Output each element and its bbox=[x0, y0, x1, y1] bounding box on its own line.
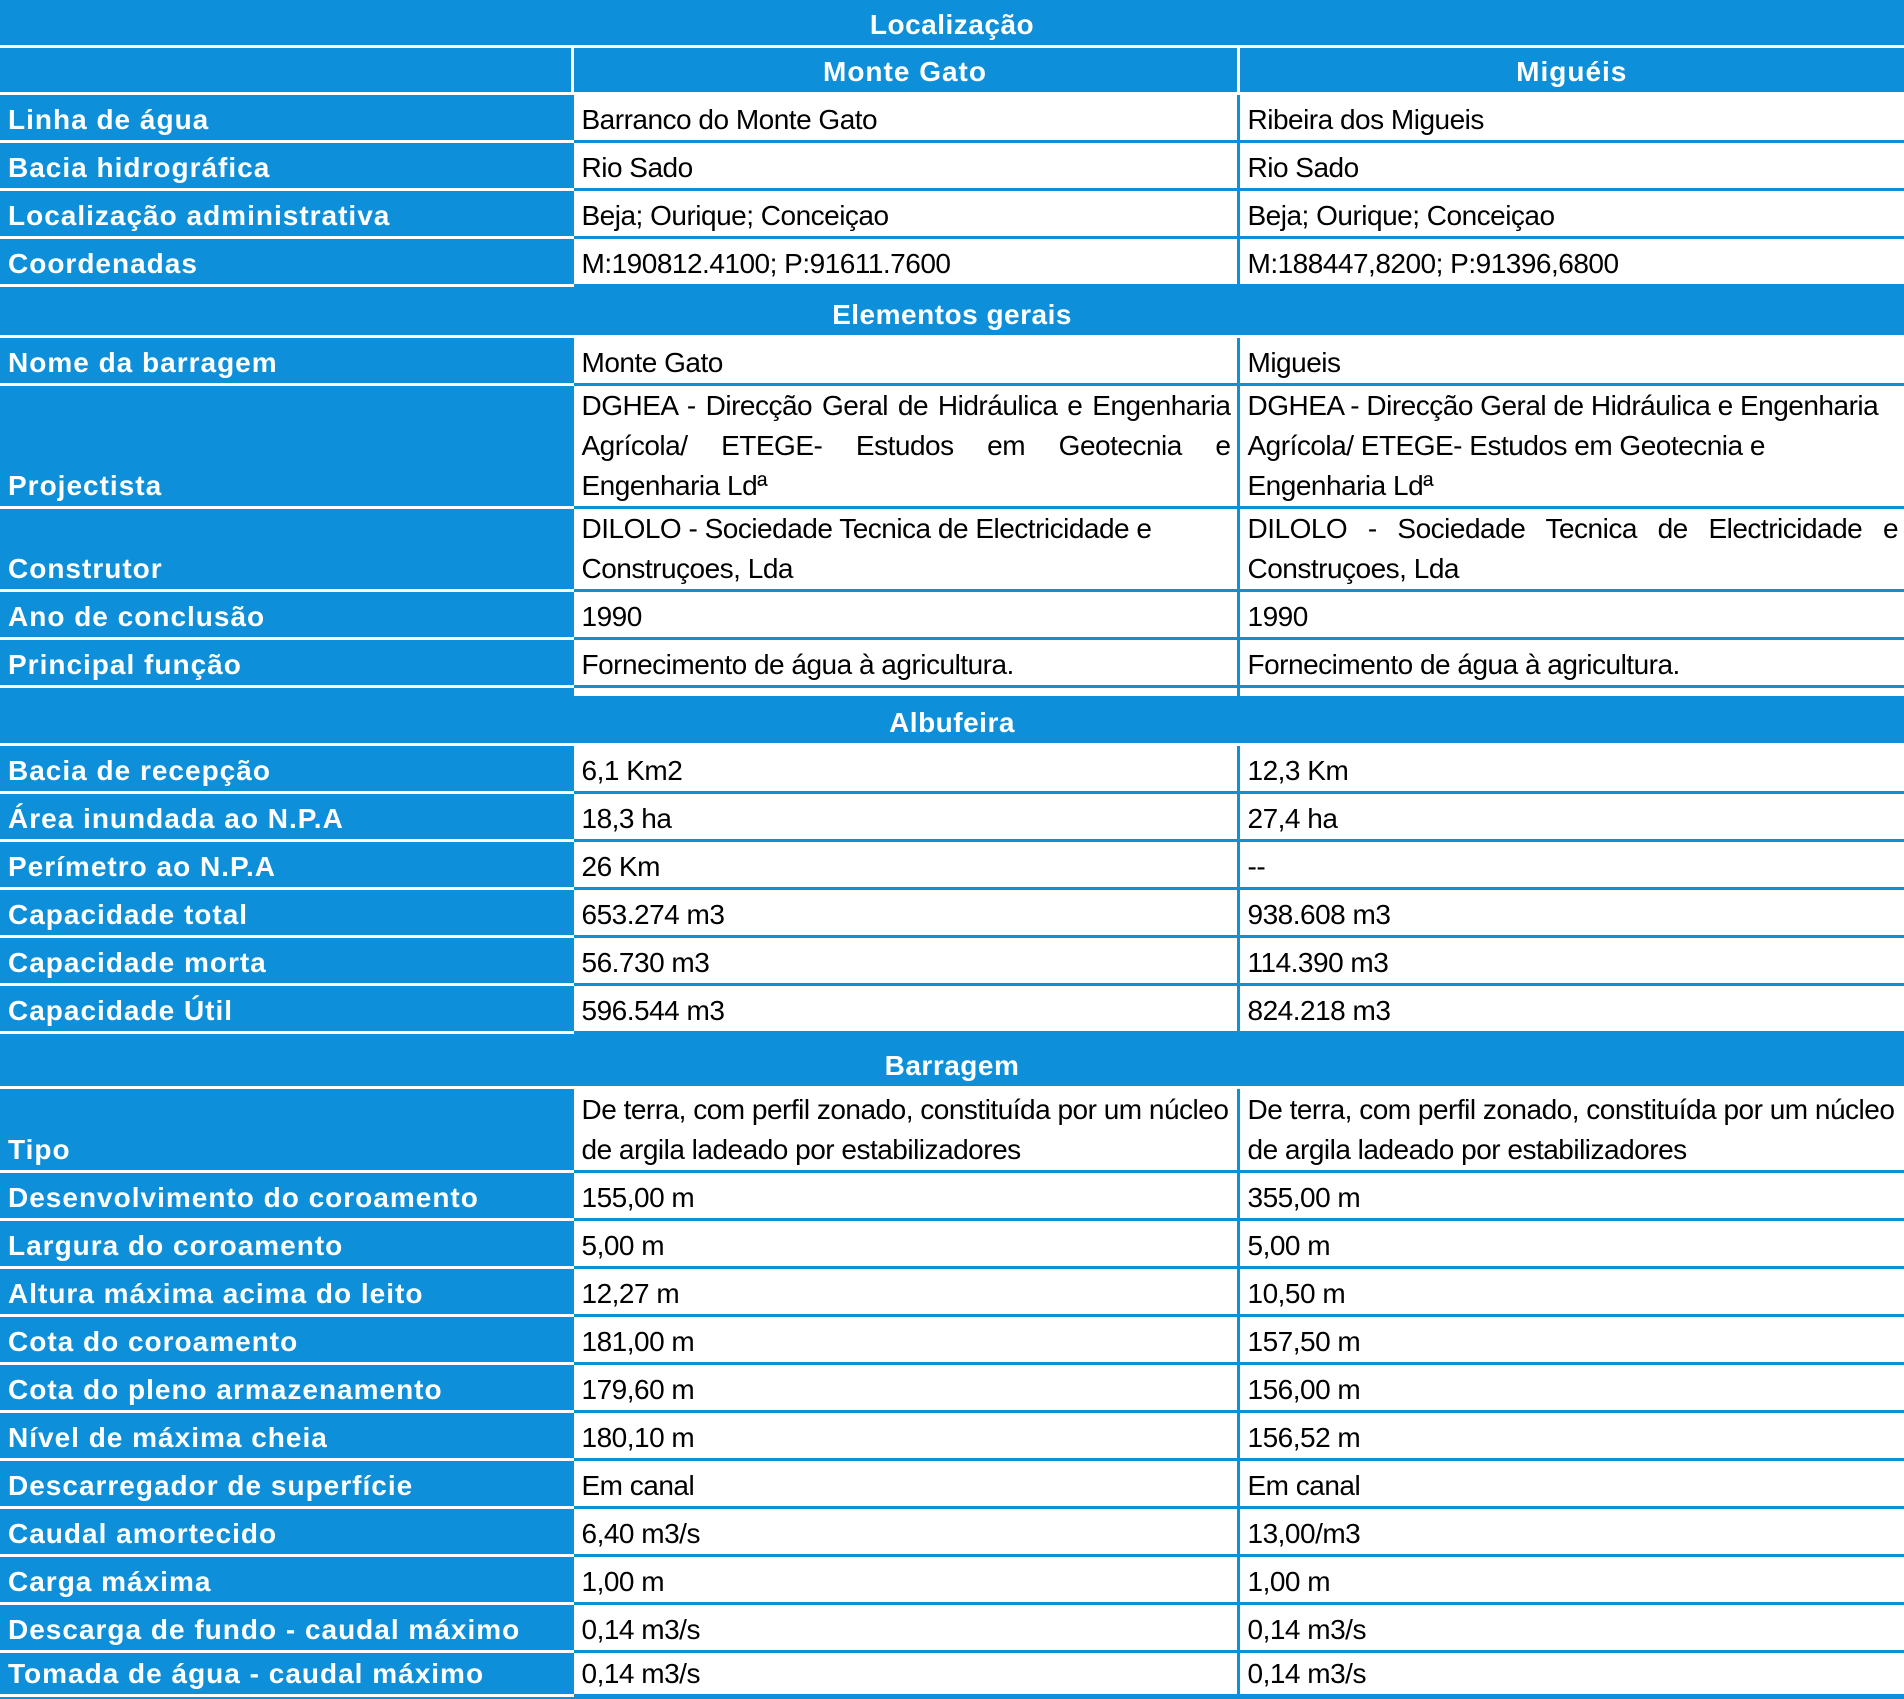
cell-monte-gato: DILOLO - Sociedade Tecnica de Electricidade e Construçoes, Lda bbox=[572, 507, 1238, 590]
row-label: Desenvolvimento do coroamento bbox=[0, 1171, 572, 1219]
cell-monte-gato: 18,3 ha bbox=[572, 792, 1238, 840]
row-label: Capacidade morta bbox=[0, 936, 572, 984]
cell-migueis: Ribeira dos Migueis bbox=[1238, 93, 1904, 141]
row-spacer bbox=[0, 686, 572, 697]
cell-monte-gato: 1,00 m bbox=[572, 1555, 1238, 1603]
row-label: Descarregador de superfície bbox=[0, 1459, 572, 1507]
cell-spacer bbox=[1238, 686, 1904, 697]
cell-spacer bbox=[572, 686, 1238, 697]
cell-migueis: Beja; Ourique; Conceiçao bbox=[1238, 189, 1904, 237]
cell-monte-gato: 653.274 m3 bbox=[572, 888, 1238, 936]
cell-monte-gato: DGHEA - Direcção Geral de Hidráulica e Engenharia Agrícola/ ETEGE- Estudos em Geotecnia e Engenharia Ldª bbox=[572, 384, 1238, 507]
cell-migueis: 938.608 m3 bbox=[1238, 888, 1904, 936]
column-header-spacer bbox=[0, 46, 572, 93]
section-title-elementos: Elementos gerais bbox=[0, 285, 1904, 336]
cell-monte-gato: 5,00 m bbox=[572, 1219, 1238, 1267]
cell-migueis: 355,00 m bbox=[1238, 1171, 1904, 1219]
cell-monte-gato: Beja; Ourique; Conceiçao bbox=[572, 189, 1238, 237]
cell-migueis: De terra, com perfil zonado, constituída por um núcleo de argila ladeado por estabilizadores bbox=[1238, 1087, 1904, 1171]
cell-migueis: Fornecimento de água à agricultura. bbox=[1238, 638, 1904, 686]
cell-monte-gato: Em canal bbox=[572, 1459, 1238, 1507]
cell-monte-gato: 6,1 Km2 bbox=[572, 744, 1238, 792]
cell-monte-gato: 12,27 m bbox=[572, 1267, 1238, 1315]
row-label: Principal função bbox=[0, 638, 572, 686]
cell-monte-gato: 0,14 m3/s bbox=[572, 1603, 1238, 1651]
section-title-barragem: Barragem bbox=[0, 1032, 1904, 1087]
row-label: Ano de conclusão bbox=[0, 590, 572, 638]
cell-monte-gato: 596.544 m3 bbox=[572, 984, 1238, 1032]
row-label: Construtor bbox=[0, 507, 572, 590]
cell-migueis: 13,00/m3 bbox=[1238, 1507, 1904, 1555]
row-label: Capacidade Útil bbox=[0, 984, 572, 1032]
cell-monte-gato: 1990 bbox=[572, 590, 1238, 638]
row-label: Cota do pleno armazenamento bbox=[0, 1363, 572, 1411]
cell-migueis: DILOLO - Sociedade Tecnica de Electricidade e Construçoes, Lda bbox=[1238, 507, 1904, 590]
cell-monte-gato: Barranco do Monte Gato bbox=[572, 93, 1238, 141]
row-label: Tomada de água - caudal máximo bbox=[0, 1651, 572, 1695]
row-label: Bacia de recepção bbox=[0, 744, 572, 792]
cell-migueis: Migueis bbox=[1238, 336, 1904, 384]
cell-migueis: 114.390 m3 bbox=[1238, 936, 1904, 984]
row-label: Tipo bbox=[0, 1087, 572, 1171]
row-label: Coordenadas bbox=[0, 237, 572, 285]
cell-migueis: 157,50 m bbox=[1238, 1315, 1904, 1363]
row-label: Carga máxima bbox=[0, 1555, 572, 1603]
row-label: Projectista bbox=[0, 384, 572, 507]
cell-migueis: 0,14 m3/s bbox=[1238, 1603, 1904, 1651]
cell-migueis: 10,50 m bbox=[1238, 1267, 1904, 1315]
cell-migueis: 824.218 m3 bbox=[1238, 984, 1904, 1032]
section-title-albufeira: Albufeira bbox=[0, 697, 1904, 744]
cell-migueis: 12,3 Km bbox=[1238, 744, 1904, 792]
cell-migueis: 27,4 ha bbox=[1238, 792, 1904, 840]
cell-migueis: Em canal bbox=[1238, 1459, 1904, 1507]
cell-migueis: -- bbox=[1238, 840, 1904, 888]
cell-migueis: DGHEA - Direcção Geral de Hidráulica e Engenharia Agrícola/ ETEGE- Estudos em Geotecnia e Engenharia Ldª bbox=[1238, 384, 1904, 507]
cell-monte-gato: M:190812.4100; P:91611.7600 bbox=[572, 237, 1238, 285]
cell-migueis: 156,00 m bbox=[1238, 1363, 1904, 1411]
row-label: Nome da barragem bbox=[0, 336, 572, 384]
cell-monte-gato: 155,00 m bbox=[572, 1171, 1238, 1219]
row-label: Caudal amortecido bbox=[0, 1507, 572, 1555]
cell-migueis: M:188447,8200; P:91396,6800 bbox=[1238, 237, 1904, 285]
row-label: Largura do coroamento bbox=[0, 1219, 572, 1267]
row-label: Capacidade total bbox=[0, 888, 572, 936]
cell-migueis: 156,52 m bbox=[1238, 1411, 1904, 1459]
cell-monte-gato: 0,14 m3/s bbox=[572, 1651, 1238, 1695]
cell-migueis: 1990 bbox=[1238, 590, 1904, 638]
cell-monte-gato: Fornecimento de água à agricultura. bbox=[572, 638, 1238, 686]
row-label: Altura máxima acima do leito bbox=[0, 1267, 572, 1315]
row-label: Bacia hidrográfica bbox=[0, 141, 572, 189]
row-label: Cota do coroamento bbox=[0, 1315, 572, 1363]
section-title-localizacao: Localização bbox=[0, 0, 1904, 46]
column-header-migueis: Miguéis bbox=[1238, 46, 1904, 93]
cell-monte-gato: 179,60 m bbox=[572, 1363, 1238, 1411]
cell-monte-gato: 181,00 m bbox=[572, 1315, 1238, 1363]
row-label: Perímetro ao N.P.A bbox=[0, 840, 572, 888]
cell-monte-gato: Rio Sado bbox=[572, 141, 1238, 189]
cell-monte-gato: Monte Gato bbox=[572, 336, 1238, 384]
cell-monte-gato: 26 Km bbox=[572, 840, 1238, 888]
row-label: Nível de máxima cheia bbox=[0, 1411, 572, 1459]
cell-migueis: 0,14 m3/s bbox=[1238, 1651, 1904, 1695]
cell-migueis: Rio Sado bbox=[1238, 141, 1904, 189]
cell-monte-gato: De terra, com perfil zonado, constituída por um núcleo de argila ladeado por estabilizadores bbox=[572, 1087, 1238, 1171]
row-label: Área inundada ao N.P.A bbox=[0, 792, 572, 840]
row-label: Linha de água bbox=[0, 93, 572, 141]
column-header-monte-gato: Monte Gato bbox=[572, 46, 1238, 93]
cell-migueis: 5,00 m bbox=[1238, 1219, 1904, 1267]
cell-monte-gato: 6,40 m3/s bbox=[572, 1507, 1238, 1555]
cell-migueis: 1,00 m bbox=[1238, 1555, 1904, 1603]
row-label: Localização administrativa bbox=[0, 189, 572, 237]
row-label: Descarga de fundo - caudal máximo bbox=[0, 1603, 572, 1651]
cell-monte-gato: 56.730 m3 bbox=[572, 936, 1238, 984]
cell-monte-gato: 180,10 m bbox=[572, 1411, 1238, 1459]
